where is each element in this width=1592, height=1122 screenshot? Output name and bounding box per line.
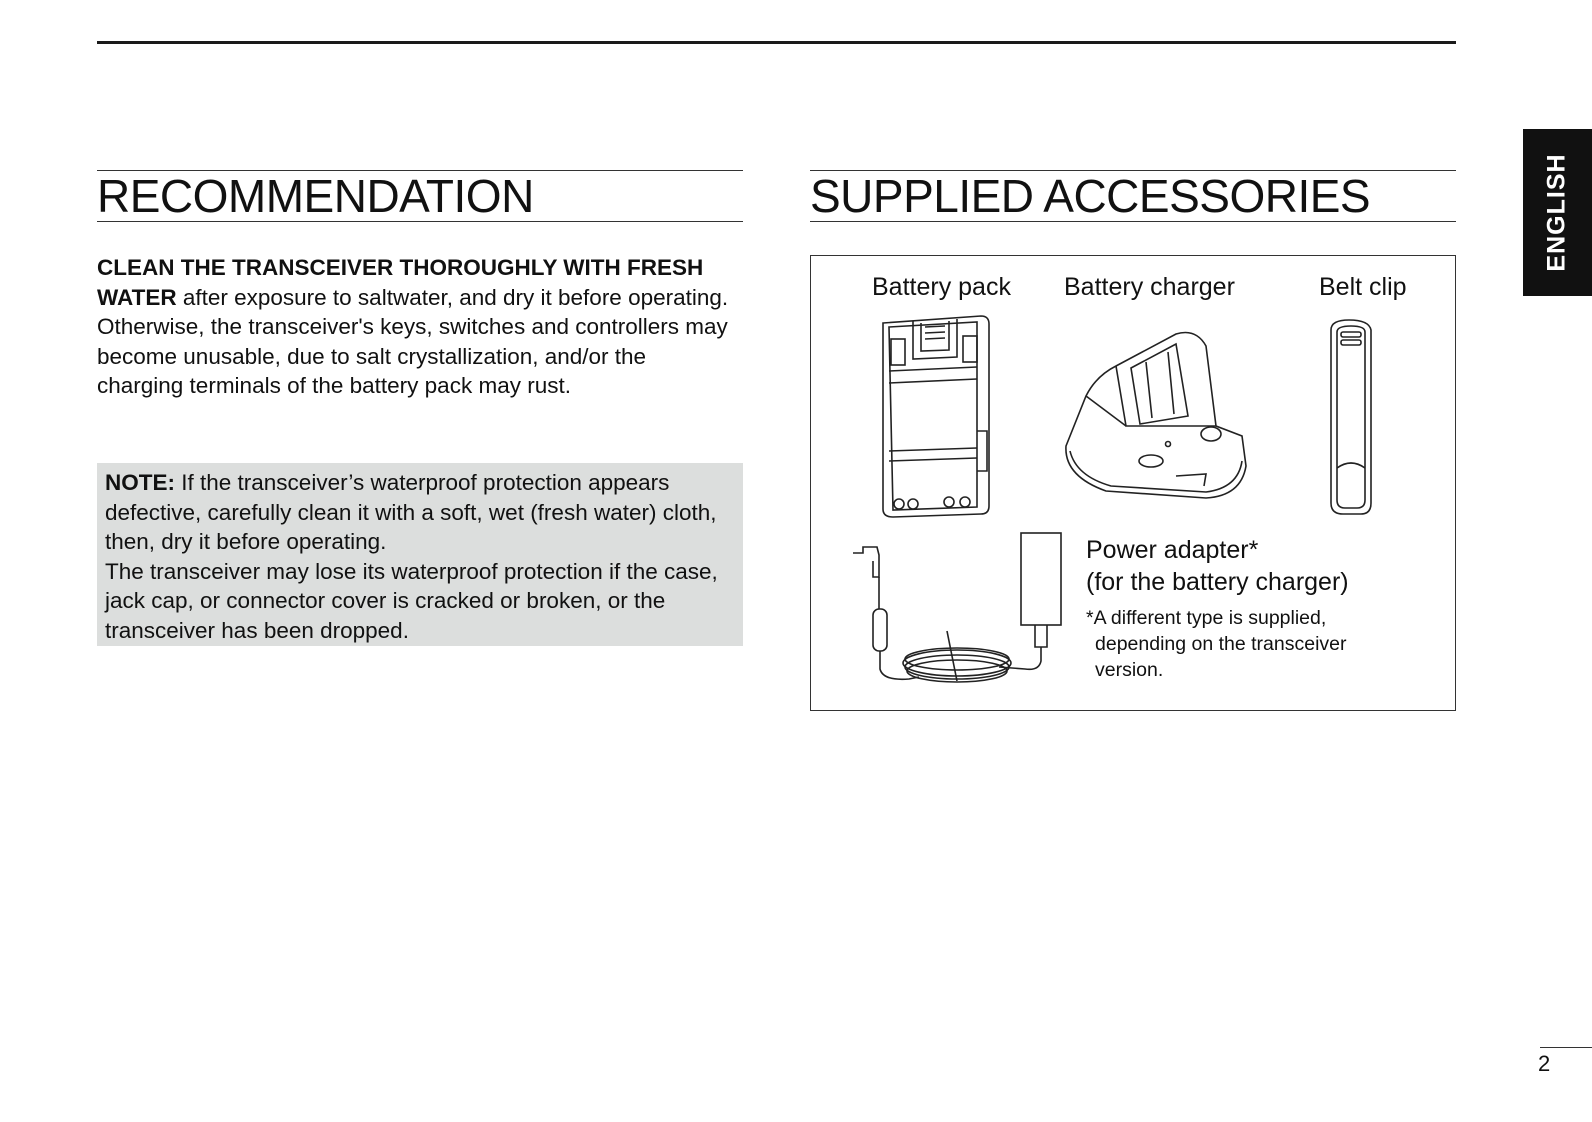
recommendation-bold-lead: CLEAN THE TRANSCEIVER THOROUGHLY WITH FRESH WATER (97, 255, 704, 310)
recommendation-title: RECOMMENDATION (97, 170, 743, 222)
battery-pack-label: Battery pack (872, 273, 1011, 301)
header-rule (97, 41, 1456, 44)
power-adapter-name: Power adapter* (1086, 536, 1259, 564)
recommendation-body-text: after exposure to saltwater, and dry it before operating. Otherwise, the transceiver's keys, switches and controllers may become unusable, due to salt crystallization, and/or the charging terminals of the battery pack may rust. (97, 284, 729, 398)
accessories-title: SUPPLIED ACCESSORIES (810, 170, 1456, 222)
power-adapter-subtitle: (for the battery charger) (1086, 568, 1349, 596)
note-paragraph-1 (105, 468, 735, 557)
language-tab-label: ENGLISH (1543, 153, 1571, 272)
footnote-line-3: version. (1095, 659, 1164, 681)
belt-clip-drawing (1321, 318, 1381, 518)
battery-charger-label: Battery charger (1064, 273, 1235, 301)
page-number: 2 (1538, 1051, 1551, 1076)
power-adapter-footnote (1086, 605, 1347, 683)
power-adapter-label (1086, 534, 1349, 598)
footnote-line-1: *A different type is supplied, (1086, 607, 1327, 629)
belt-clip-label: Belt clip (1319, 273, 1407, 301)
page-number-rule (1540, 1047, 1592, 1048)
footnote-line-2: depending on the transceiver (1095, 633, 1347, 655)
note-box (97, 463, 743, 646)
note-text-1: If the transceiver’s waterproof protection appears defective, carefully clean it with a soft, wet (fresh water) cloth, then, dry it before operating. (105, 470, 717, 554)
battery-charger-drawing (1056, 326, 1256, 506)
note-text-2: The transceiver may lose its waterproof protection if the case, jack cap, or connector cover is cracked or broken, or the transceiver has been dropped. (105, 558, 718, 643)
language-tab (1523, 129, 1592, 296)
accessories-box (810, 255, 1456, 711)
note-label: NOTE: (105, 470, 175, 495)
power-adapter-drawing (849, 531, 1079, 691)
battery-pack-drawing (873, 311, 998, 521)
recommendation-body (97, 253, 737, 401)
